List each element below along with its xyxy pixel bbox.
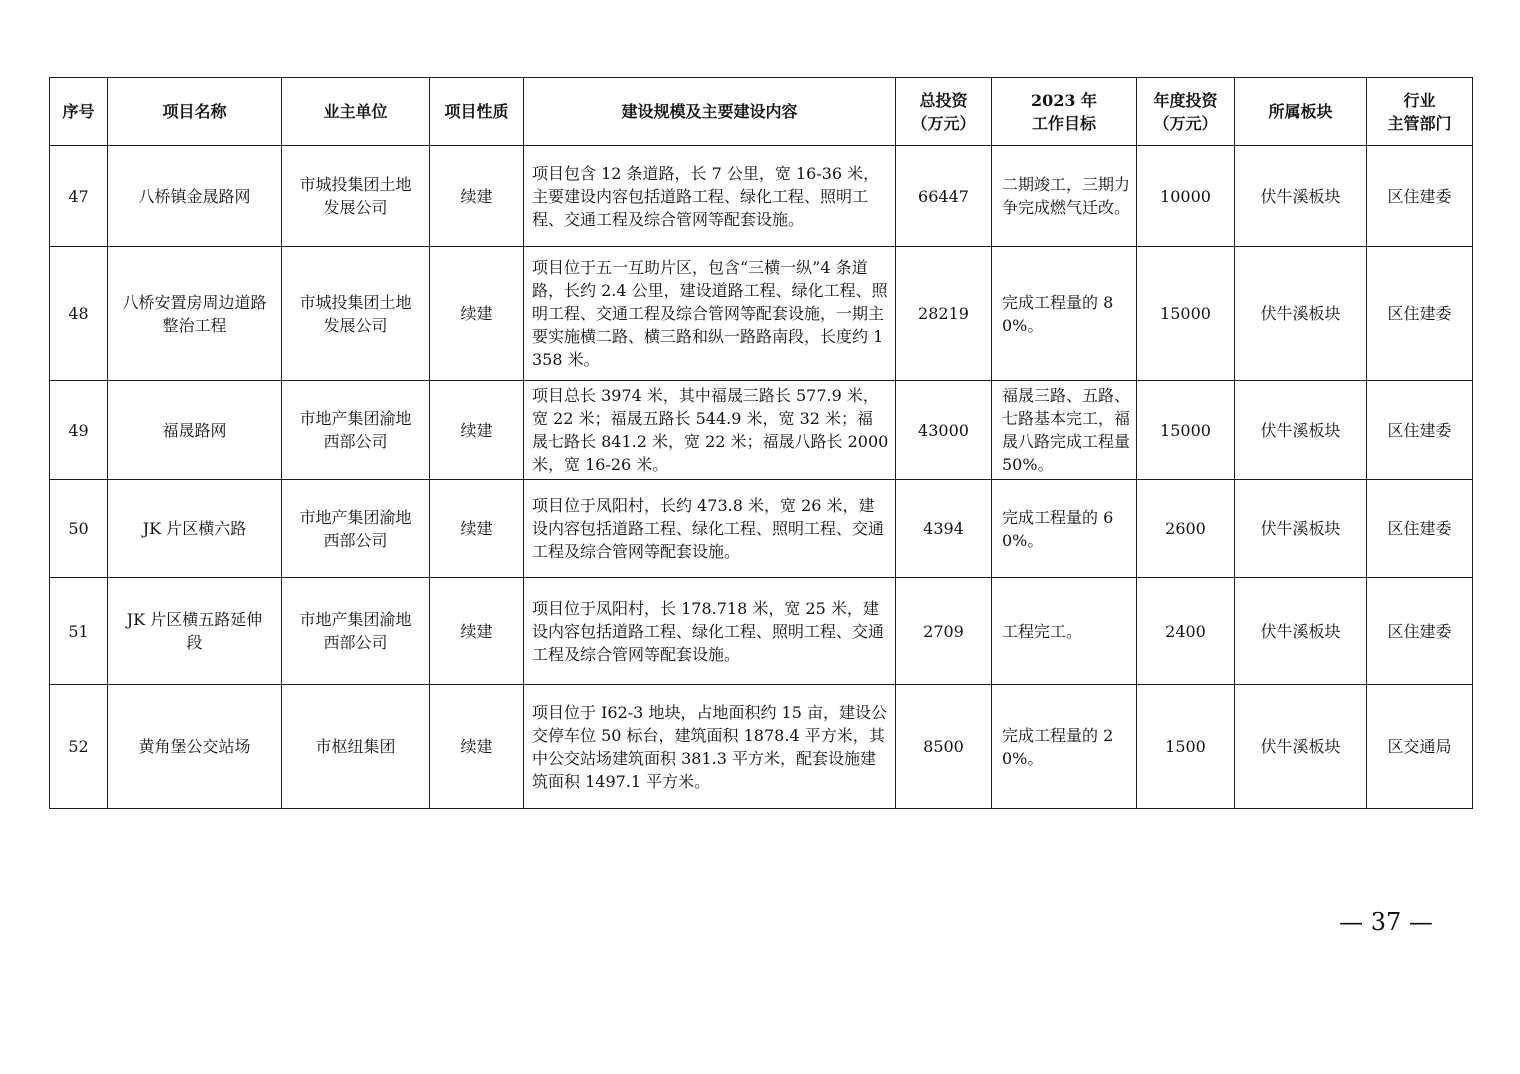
cell-annual-invest: 10000 xyxy=(1137,146,1235,247)
header-content: 建设规模及主要建设内容 xyxy=(524,78,896,146)
cell-annual-invest: 15000 xyxy=(1137,247,1235,381)
cell-sector: 伏牛溪板块 xyxy=(1235,578,1367,685)
cell-sector: 伏牛溪板块 xyxy=(1235,381,1367,480)
cell-department: 区住建委 xyxy=(1367,247,1473,381)
cell-total-invest: 4394 xyxy=(896,480,992,578)
cell-content: 项目位于凤阳村，长 178.718 米，宽 25 米，建设内容包括道路工程、绿化工程、照明工程、交通工程及综合管网等配套设施。 xyxy=(524,578,896,685)
header-department-line2: 主管部门 xyxy=(1387,113,1452,133)
cell-nature: 续建 xyxy=(430,146,524,247)
cell-goal: 工程完工。 xyxy=(992,578,1137,685)
cell-content: 项目位于五一互助片区，包含“三横一纵”4 条道路，长约 2.4 公里，建设道路工程、绿化工程、照明工程、交通工程及综合管网等配套设施，一期主要实施横二路、横三路和纵一路路南段，长度约 1358 米。 xyxy=(524,247,896,381)
cell-nature: 续建 xyxy=(430,685,524,809)
cell-content: 项目位于 I62-3 地块，占地面积约 15 亩，建设公交停车位 50 标台，建筑面积 1878.4 平方米，其中公交站场建筑面积 381.3 平方米，配套设施建筑面积 1497.1 平方米。 xyxy=(524,685,896,809)
cell-total-invest: 43000 xyxy=(896,381,992,480)
header-sector: 所属板块 xyxy=(1235,78,1367,146)
table-row xyxy=(50,578,1473,685)
cell-nature: 续建 xyxy=(430,381,524,480)
cell-seq: 48 xyxy=(50,247,108,381)
cell-sector: 伏牛溪板块 xyxy=(1235,480,1367,578)
cell-seq: 47 xyxy=(50,146,108,247)
header-department xyxy=(1367,78,1473,146)
cell-seq: 51 xyxy=(50,578,108,685)
cell-total-invest: 66447 xyxy=(896,146,992,247)
cell-annual-invest: 1500 xyxy=(1137,685,1235,809)
cell-department: 区交通局 xyxy=(1367,685,1473,809)
header-goal-line1: 2023 年 xyxy=(1030,90,1098,110)
cell-name: 八桥镇金晟路网 xyxy=(108,146,282,247)
table-row xyxy=(50,247,1473,381)
header-total-invest-line2: （万元） xyxy=(911,113,976,133)
header-row xyxy=(50,78,1473,146)
header-total-invest-line1: 总投资 xyxy=(919,90,968,110)
header-annual-invest-line1: 年度投资 xyxy=(1153,90,1218,110)
header-annual-invest xyxy=(1137,78,1235,146)
cell-content: 项目位于凤阳村，长约 473.8 米，宽 26 米，建设内容包括道路工程、绿化工程、照明工程、交通工程及综合管网等配套设施。 xyxy=(524,480,896,578)
cell-seq: 49 xyxy=(50,381,108,480)
header-name: 项目名称 xyxy=(108,78,282,146)
cell-department: 区住建委 xyxy=(1367,146,1473,247)
cell-goal: 完成工程量的 80%。 xyxy=(992,247,1137,381)
cell-sector: 伏牛溪板块 xyxy=(1235,146,1367,247)
cell-goal: 二期竣工，三期力争完成燃气迁改。 xyxy=(992,146,1137,247)
cell-owner: 市枢纽集团 xyxy=(282,685,430,809)
cell-annual-invest: 15000 xyxy=(1137,381,1235,480)
header-goal xyxy=(992,78,1137,146)
cell-annual-invest: 2600 xyxy=(1137,480,1235,578)
header-owner: 业主单位 xyxy=(282,78,430,146)
cell-name: JK 片区横五路延伸段 xyxy=(108,578,282,685)
cell-department: 区住建委 xyxy=(1367,480,1473,578)
cell-name: 八桥安置房周边道路整治工程 xyxy=(108,247,282,381)
header-nature: 项目性质 xyxy=(430,78,524,146)
cell-seq: 50 xyxy=(50,480,108,578)
cell-seq: 52 xyxy=(50,685,108,809)
cell-name: 黄角堡公交站场 xyxy=(108,685,282,809)
cell-owner: 市城投集团土地发展公司 xyxy=(282,146,430,247)
cell-nature: 续建 xyxy=(430,247,524,381)
cell-owner: 市地产集团渝地西部公司 xyxy=(282,578,430,685)
cell-sector: 伏牛溪板块 xyxy=(1235,247,1367,381)
cell-owner: 市地产集团渝地西部公司 xyxy=(282,381,430,480)
cell-content: 项目包含 12 条道路，长 7 公里，宽 16-36 米，主要建设内容包括道路工程、绿化工程、照明工程、交通工程及综合管网等配套设施。 xyxy=(524,146,896,247)
cell-nature: 续建 xyxy=(430,480,524,578)
header-department-line1: 行业 xyxy=(1403,90,1436,110)
cell-content: 项目总长 3974 米，其中福晟三路长 577.9 米，宽 22 米；福晟五路长 544.9 米，宽 32 米；福晟七路长 841.2 米，宽 22 米；福晟八路长 2000 米，宽 16-26 米。 xyxy=(524,381,896,480)
cell-name: JK 片区横六路 xyxy=(108,480,282,578)
table-row xyxy=(50,146,1473,247)
cell-annual-invest: 2400 xyxy=(1137,578,1235,685)
project-table-container xyxy=(49,77,1472,809)
project-table xyxy=(49,77,1473,809)
table-row xyxy=(50,381,1473,480)
header-total-invest xyxy=(896,78,992,146)
cell-department: 区住建委 xyxy=(1367,578,1473,685)
cell-goal: 福晟三路、五路、七路基本完工，福晟八路完成工程量 50%。 xyxy=(992,381,1137,480)
header-annual-invest-line2: （万元） xyxy=(1153,113,1218,133)
cell-department: 区住建委 xyxy=(1367,381,1473,480)
cell-nature: 续建 xyxy=(430,578,524,685)
cell-total-invest: 8500 xyxy=(896,685,992,809)
cell-goal: 完成工程量的 60%。 xyxy=(992,480,1137,578)
cell-owner: 市地产集团渝地西部公司 xyxy=(282,480,430,578)
table-row xyxy=(50,685,1473,809)
cell-total-invest: 2709 xyxy=(896,578,992,685)
cell-sector: 伏牛溪板块 xyxy=(1235,685,1367,809)
page-number: — 37 — xyxy=(1339,908,1433,936)
cell-goal: 完成工程量的 20%。 xyxy=(992,685,1137,809)
table-row xyxy=(50,480,1473,578)
cell-name: 福晟路网 xyxy=(108,381,282,480)
header-goal-line2: 工作目标 xyxy=(1031,113,1096,133)
cell-total-invest: 28219 xyxy=(896,247,992,381)
header-seq: 序号 xyxy=(50,78,108,146)
cell-owner: 市城投集团土地发展公司 xyxy=(282,247,430,381)
